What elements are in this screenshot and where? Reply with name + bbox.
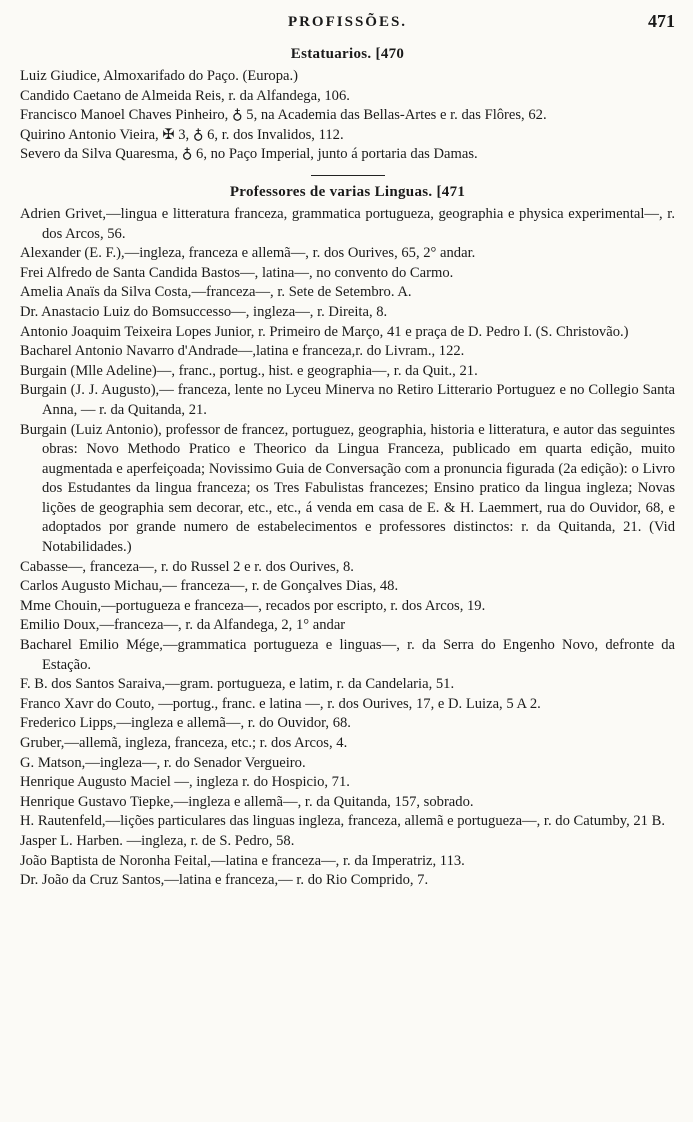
section-heading: Professores de varias Linguas. [471: [229, 183, 466, 200]
directory-entry: Burgain (Mlle Adeline)—, franc., portug., hist. e geographia—, r. da Quit., 21.: [20, 362, 478, 379]
directory-entry: Francisco Manoel Chaves Pinheiro, ♁ 5, na Academia das Bellas-Artes e r. das Flôres, 62.: [20, 107, 547, 124]
directory-entry: Burgain (Luiz Antonio), professor de francez, portuguez, geographia, historia e litteratura, e autor das seguintes obras: Novo Methodo Pratico e Theorico da Lingua Franceza, publicado em quarta edição, muito augmentada e aperfeiçoada; Novissimo Guia de Conversação com a pronuncia figurada (2a edição): o Livro dos Estudantes da lingua franceza; os Tres Fabulistas francezes; Ensino pratico da lingua ingleza; Novas lições de geographia sem decorar, etc., etc., á venda em casa de E. & H. Laemmert, rua do Ouvidor, 68, e adoptados por grande numero de estabelecimentos e professores distinctos: r. da Quitanda, 21. (Vid Notabilidades.): [20, 421, 675, 556]
directory-entry: Burgain (J. J. Augusto),— franceza, lente no Lyceu Minerva no Retiro Litterario Portuguez e no Collegio Santa Anna, — r. da Quitanda, 21.: [20, 382, 675, 418]
directory-entry: Adrien Grivet,—lingua e litteratura franceza, grammatica portugueza, geographia e physica experimental—, r. dos Arcos, 56.: [20, 205, 675, 242]
directory-entry: Franco Xavr do Couto, —portug., franc. e latina —, r. dos Ourives, 17, e D. Luiza, 5 A 2.: [20, 695, 541, 712]
running-head: [20, 11, 675, 40]
directory-entry: Carlos Augusto Michau,— franceza—, r. de Gonçalves Dias, 48.: [20, 578, 399, 595]
directory-entry: Cabasse—, franceza—, r. do Russel 2 e r. dos Ourives, 8.: [20, 558, 354, 575]
directory-entry: G. Matson,—ingleza—, r. do Senador Vergueiro.: [20, 754, 306, 771]
directory-entry: Henrique Augusto Maciel —, ingleza r. do Hospicio, 71.: [20, 774, 350, 791]
directory-entry: João Baptista de Noronha Feital,—latina e franceza—, r. da Imperatriz, 113.: [20, 852, 465, 869]
directory-entry: Gruber,—allemã, ingleza, franceza, etc.; r. dos Arcos, 4.: [20, 735, 348, 751]
directory-entry: Severo da Silva Quaresma, ♁ 6, no Paço Imperial, junto á portaria das Damas.: [20, 146, 478, 163]
section-heading: Estatuarios. [470: [290, 46, 405, 62]
entry-list: [20, 67, 675, 165]
directory-entry: Bacharel Emilio Mége,—grammatica portugueza e linguas—, r. da Serra do Engenho Novo, defronte da Estação.: [20, 637, 675, 673]
section-divider: [311, 175, 385, 176]
directory-entry: Emilio Doux,—franceza—, r. da Alfandega, 2, 1° andar: [20, 617, 346, 634]
running-title: PROFISSÕES.: [287, 14, 408, 30]
directory-entry: Antonio Joaquim Teixeira Lopes Junior, r. Primeiro de Março, 41 e praça de D. Pedro I. (S. Christovão.): [20, 323, 629, 340]
section-estatuarios: [20, 46, 675, 165]
directory-entry: F. B. dos Santos Saraiva,—gram. portugueza, e latim, r. da Candelaria, 51.: [20, 676, 455, 693]
directory-entry: Quirino Antonio Vieira, ✠ 3, ♁ 6, r. dos Invalidos, 112.: [20, 126, 344, 143]
directory-entry: Frei Alfredo de Santa Candida Bastos—, latina—, no convento do Carmo.: [20, 264, 454, 281]
directory-entry: Jasper L. Harben. —ingleza, r. de S. Pedro, 58.: [20, 832, 295, 849]
directory-entry: Dr. Anastacio Luiz do Bomsuccesso—, ingleza—, r. Direita, 8.: [20, 303, 388, 320]
directory-entry: Frederico Lipps,—ingleza e allemã—, r. do Ouvidor, 68.: [20, 715, 351, 732]
directory-entry: Luiz Giudice, Almoxarifado do Paço. (Europa.): [20, 68, 299, 84]
directory-entry: Alexander (E. F.),—ingleza, franceza e allemã—, r. dos Ourives, 65, 2° andar.: [20, 245, 476, 262]
directory-entry: H. Rautenfeld,—lições particulares das linguas ingleza, franceza, allemã e portugueza—, r. do Catumby, 21 B.: [20, 813, 666, 830]
directory-entry: Amelia Anaïs da Silva Costa,—franceza—, r. Sete de Setembro. A.: [20, 284, 412, 301]
directory-entry: Candido Caetano de Almeida Reis, r. da Alfandega, 106.: [20, 87, 350, 104]
section-professores: [20, 184, 675, 891]
directory-entry: Henrique Gustavo Tiepke,—ingleza e allemã—, r. da Quitanda, 157, sobrado.: [20, 793, 474, 810]
entry-list: [20, 205, 675, 891]
document-page: [20, 11, 675, 891]
directory-entry: Bacharel Antonio Navarro d'Andrade—,latina e franceza,r. do Livram., 122.: [20, 343, 465, 360]
directory-entry: Mme Chouin,—portugueza e franceza—, recados por escripto, r. dos Arcos, 19.: [20, 597, 486, 614]
page-number: 471: [648, 11, 675, 31]
directory-entry: Dr. João da Cruz Santos,—latina e franceza,— r. do Rio Comprido, 7.: [20, 872, 429, 889]
